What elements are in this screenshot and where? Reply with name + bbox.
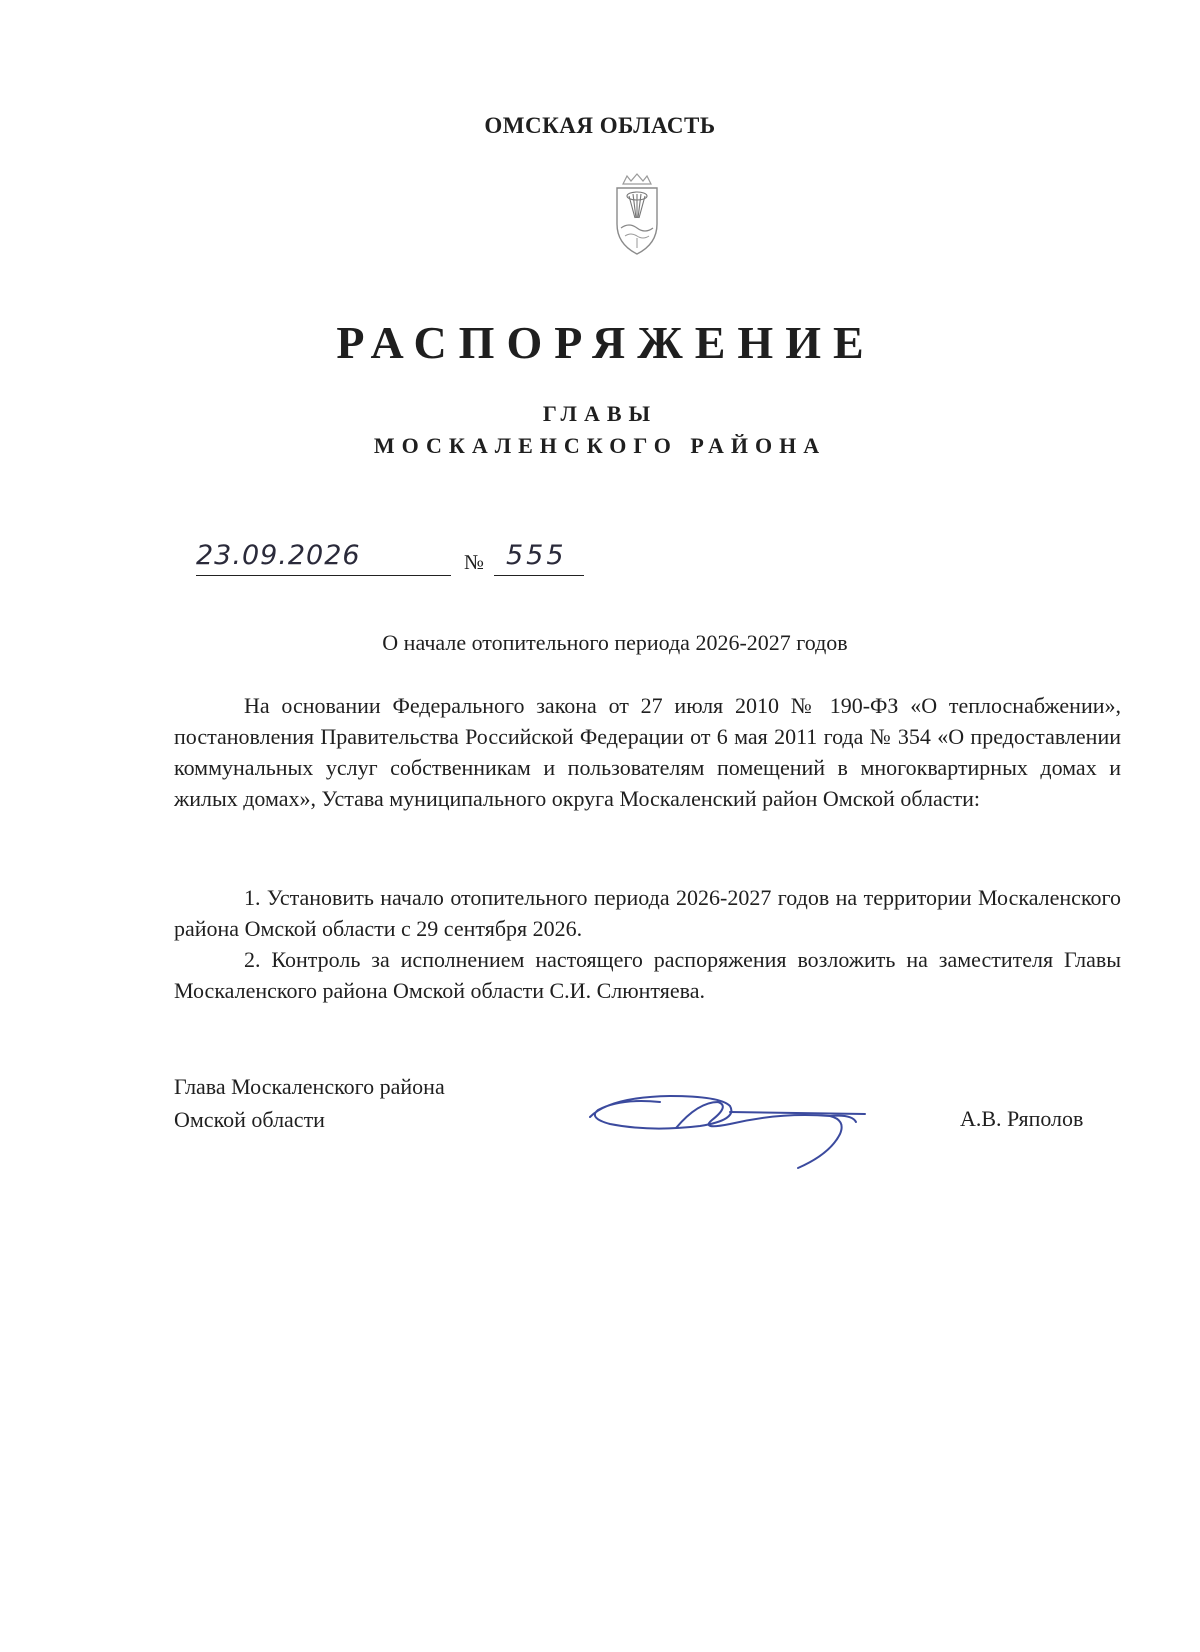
handwritten-date: 23.09.2026: [196, 540, 361, 571]
issuer-line-2: МОСКАЛЕНСКОГО РАЙОНА: [373, 433, 827, 458]
signer-position-line-1: Глава Москаленского района: [174, 1074, 445, 1099]
list-item: 1. Установить начало отопительного периода 2026-2027 годов на территории Москаленского района Омской области с 29 сентября 2026.: [174, 885, 1121, 941]
handwritten-number: 555: [506, 540, 567, 571]
list-item: 2. Контроль за исполнением настоящего распоряжения возложить на заместителя Главы Москаленского района Омской области С.И. Слюнтяева.: [174, 947, 1121, 1003]
region-heading: ОМСКАЯ ОБЛАСТЬ: [484, 113, 716, 138]
signer-position-line-2: Омской области: [174, 1107, 325, 1132]
issuer-line-1: ГЛАВЫ: [542, 401, 658, 426]
handwritten-signature-icon: [580, 1072, 880, 1172]
document-subject: О начале отопительного периода 2026-2027 годов: [382, 630, 848, 655]
preamble-paragraph: [174, 690, 1121, 814]
coat-of-arms-icon: [609, 172, 665, 260]
number-sign: №: [464, 550, 485, 574]
document-type-title: РАСПОРЯЖЕНИЕ: [336, 317, 876, 368]
signer-name: А.В. Ряполов: [960, 1106, 1084, 1131]
items-list: [174, 882, 1121, 1006]
preamble-text: На основании Федерального закона от 27 июля 2010 № 190-ФЗ «О теплоснабжении», постановления Правительства Российской Федерации от 6 мая 2011 года № 354 «О предоставлении коммунальных услуг собственникам и пользователям помещений в многоквартирных домах и жилых домах», Устава муниципального округа Москаленский район Омской области:: [174, 693, 1121, 811]
signer-position: [174, 1070, 445, 1136]
